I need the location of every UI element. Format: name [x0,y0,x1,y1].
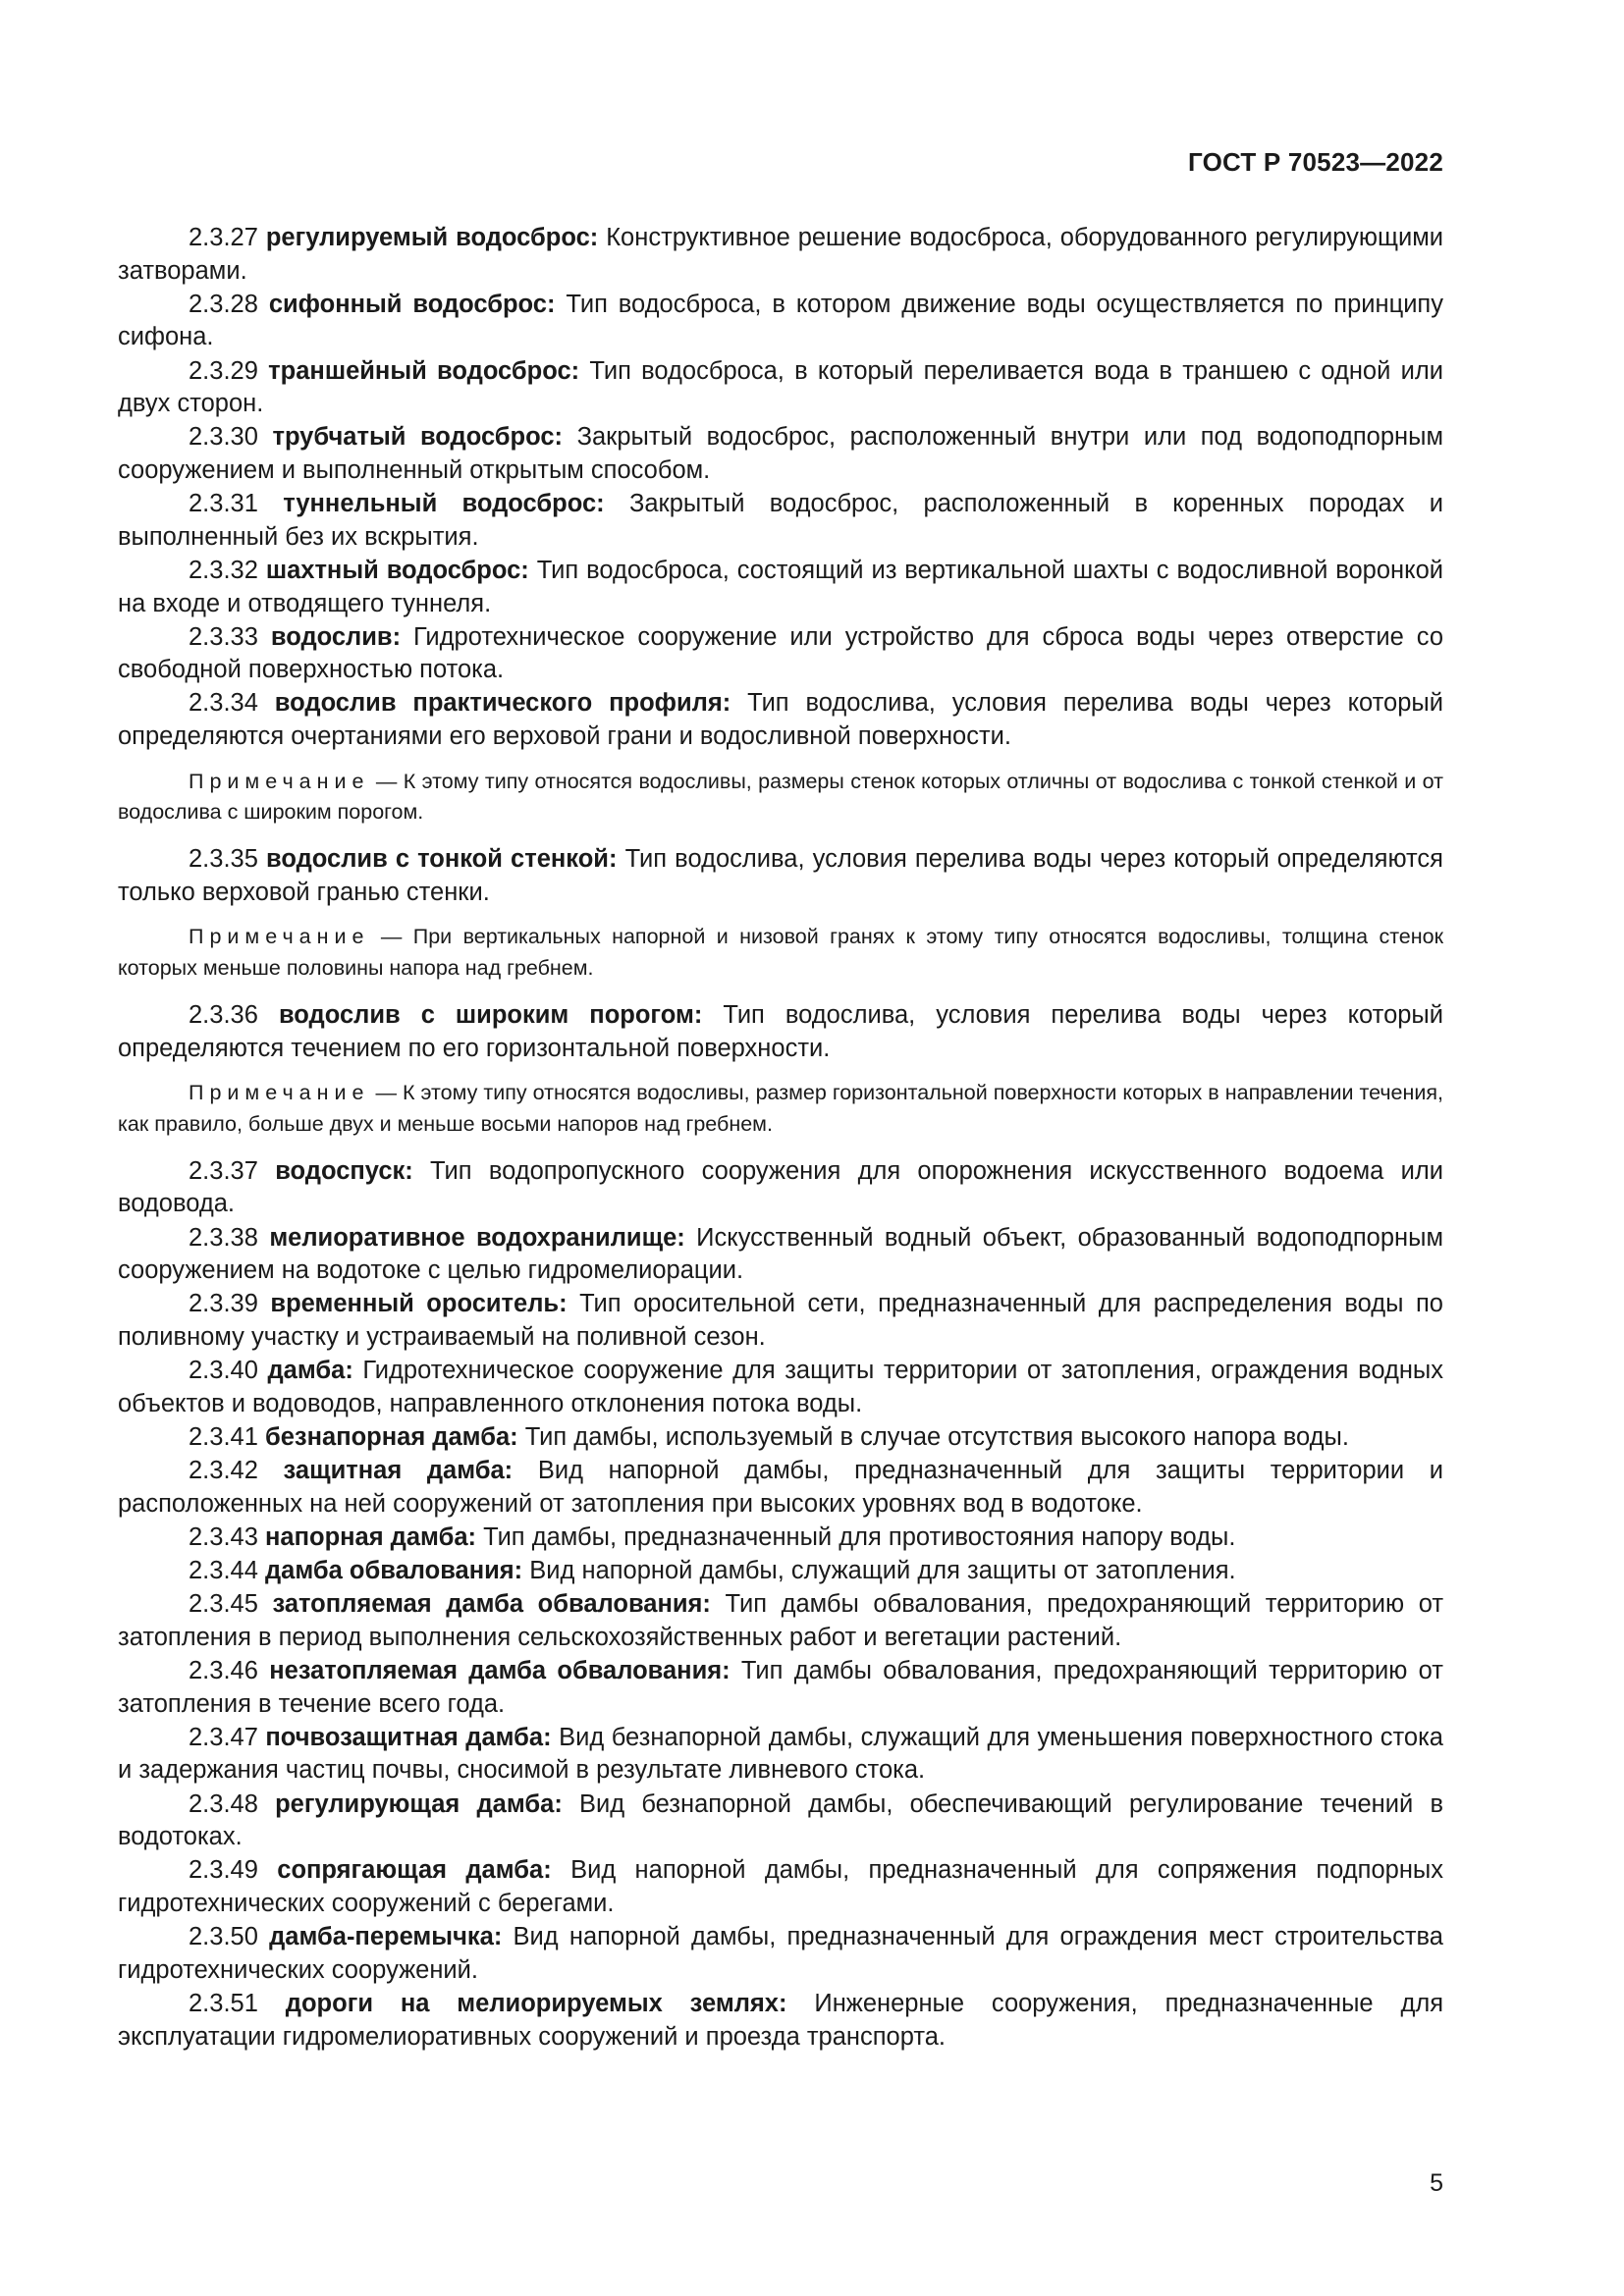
entry-term: водослив с широким порогом: [278,1001,703,1030]
entry-definition: Вид безнапорной дамбы, обеспечивающий регулирование течений в водотоках. [118,1789,1443,1851]
entry-definition: Тип дамбы обвалования, предохраняющий территорию от затопления в течение всего года. [118,1657,1443,1718]
entry-definition: Инженерные сооружения, предназначенные для эксплуатации гидромелиоративных сооружений и проезда транспорта. [118,1989,1444,2051]
entry-term: сифонный водосброс: [268,290,556,318]
term-definition-entry [118,555,1443,620]
entry-term: регулирующая дамба: [275,1789,563,1818]
term-definition-entry [118,1789,1443,1854]
entry-definition: Тип водопропускного сооружения для опорожнения искусственного водоема или водовода. [118,1156,1443,1218]
entry-number: 2.3.50 [189,1923,258,1951]
entry-definition: Вид напорной дамбы, предназначенный для защиты территории и расположенных на ней сооружений от затопления при высоких уровнях вод в водотоке. [118,1457,1444,1518]
term-definition-entry [118,1988,1443,2054]
term-definition-entry [118,421,1443,487]
entry-number: 2.3.45 [189,1590,258,1619]
term-definition-entry [118,843,1443,909]
entry-definition: Вид безнапорной дамбы, служащий для уменьшения поверхностного стока и задержания частиц почвы, сносимой в результате ливневого стока. [118,1723,1443,1785]
note-text: — К этому типу относятся водосливы, размер горизонтальной поверхности которых в направлении течения, как правило, больше двух и меньше восьми напоров над гребнем. [118,1081,1443,1137]
entry-definition: Тип дамбы, используемый в случае отсутствия высокого напора воды. [524,1422,1349,1451]
term-definition-entry [118,1288,1443,1354]
entry-number: 2.3.29 [189,356,258,385]
term-definition-entry [118,687,1443,753]
entry-term: водослив: [270,622,402,651]
term-definition-entry [118,222,1443,288]
entry-term: мелиоративное водохранилище: [269,1223,685,1252]
entry-definition: Закрытый водосброс, расположенный внутри или под водоподпорным сооружением и выполненный открытым способом. [118,423,1443,484]
entry-term: водослив практического профиля: [274,689,731,718]
entry-number: 2.3.46 [189,1657,258,1685]
entry-definition: Тип водослива, условия перелива воды через который определяются только верховой гранью стенки. [118,845,1443,906]
entry-number: 2.3.38 [189,1223,258,1252]
entry-definition: Вид напорной дамбы, служащий для защиты от затопления. [529,1557,1236,1585]
entry-number: 2.3.39 [189,1290,258,1318]
entry-number: 2.3.41 [189,1422,258,1451]
term-definition-entry [118,1421,1443,1455]
entry-term: туннельный водосброс: [283,490,605,518]
entry-term: безнапорная дамба: [265,1422,518,1451]
entry-definition: Вид напорной дамбы, предназначенный для сопряжения подпорных гидротехнических сооружений с берегами. [118,1856,1443,1917]
entry-term: защитная дамба: [283,1457,514,1485]
entry-term: водослив с тонкой стенкой: [266,845,618,874]
term-definition-entry [118,355,1443,421]
entry-number: 2.3.30 [189,423,258,452]
entry-number: 2.3.32 [189,556,258,584]
entry-definition: Тип дамбы обвалования, предохраняющий территорию от затопления в период выполнения сельскохозяйственных работ и вегетации растений. [118,1590,1444,1651]
entry-term: почвозащитная дамба: [265,1723,552,1751]
entry-definition: Тип водосброса, состоящий из вертикальной шахты с водосливной воронкой на входе и отводящего туннеля. [118,556,1444,617]
page-number: 5 [1430,2169,1443,2197]
entry-term: дамба: [267,1357,353,1385]
entry-number: 2.3.35 [189,845,258,874]
entry-definition: Вид напорной дамбы, предназначенный для ограждения мест строительства гидротехнических сооружений. [118,1923,1443,1984]
entry-definition: Гидротехническое сооружение или устройство для сброса воды через отверстие со свободной поверхностью потока. [118,622,1443,684]
entry-number: 2.3.28 [189,290,258,318]
note-text: — При вертикальных напорной и низовой гранях к этому типу относятся водосливы, толщина стенок которых меньше половины напора над гребнем. [118,925,1443,981]
entry-definition: Тип водосброса, в котором движение воды осуществляется по принципу сифона. [118,290,1443,351]
entry-term: напорная дамба: [265,1522,477,1551]
entry-definition: Искусственный водный объект, образованный водоподпорным сооружением на водотоке с целью гидромелиорации. [118,1223,1443,1285]
entry-number: 2.3.47 [189,1723,258,1751]
entry-number: 2.3.33 [189,622,258,651]
term-definition-entry [118,1921,1443,1987]
note [118,1078,1443,1141]
entry-number: 2.3.34 [189,689,258,718]
entry-number: 2.3.48 [189,1789,258,1818]
entry-definition: Закрытый водосброс, расположенный в коренных породах и выполненный без их вскрытия. [118,490,1443,551]
term-definition-entry [118,1222,1443,1288]
term-definition-entry [118,289,1443,354]
entry-number: 2.3.40 [189,1357,258,1385]
term-definition-entry [118,1588,1443,1654]
entry-number: 2.3.37 [189,1156,258,1185]
entry-definition: Тип дамбы, предназначенный для противостояния напору воды. [483,1522,1236,1551]
entry-term: дороги на мелиорируемых землях: [285,1989,787,2017]
entry-term: траншейный водосброс: [268,356,580,385]
note-label: Примечание [189,925,370,949]
entry-definition: Конструктивное решение водосброса, оборудованного регулирующими затворами. [118,224,1444,285]
entry-term: затопляемая дамба обвалования: [272,1590,711,1619]
entry-term: трубчатый водосброс: [272,423,564,452]
entry-term: шахтный водосброс: [265,556,529,584]
entry-term: дамба обвалования: [265,1557,523,1585]
term-definition-entry [118,1155,1443,1221]
entry-term: временный ороситель: [270,1290,568,1318]
entry-number: 2.3.36 [189,1001,258,1030]
document-body [118,222,1443,2055]
entry-term: сопрягающая дамба: [277,1856,552,1885]
note-label: Примечание [189,1081,370,1105]
entry-term: незатопляемая дамба обвалования: [269,1657,731,1685]
note [118,767,1443,829]
term-definition-entry [118,488,1443,554]
entry-number: 2.3.31 [189,490,258,518]
term-definition-entry [118,1854,1443,1920]
entry-definition: Тип оросительной сети, предназначенный для распределения воды по поливному участку и устраиваемый на поливной сезон. [118,1290,1443,1351]
term-definition-entry [118,621,1443,687]
entry-definition: Гидротехническое сооружение для защиты территории от затопления, ограждения водных объектов и водоводов, направленного отклонения потока воды. [118,1357,1443,1417]
term-definition-entry [118,999,1443,1065]
term-definition-entry [118,1355,1443,1420]
entry-number: 2.3.42 [189,1457,258,1485]
term-definition-entry [118,1555,1443,1588]
note [118,922,1443,985]
entry-term: водоспуск: [275,1156,413,1185]
note-text: — К этому типу относятся водосливы, размеры стенок которых отличны от водослива с тонкой стенкой и от водослива с широким порогом. [118,769,1443,825]
term-definition-entry [118,1522,1443,1555]
entry-definition: Тип водослива, условия перелива воды через который определяются течением по его горизонтальной поверхности. [118,1001,1444,1062]
entry-number: 2.3.44 [189,1557,258,1585]
entry-definition: Тип водосброса, в который переливается вода в траншею с одной или двух сторон. [118,356,1443,418]
term-definition-entry [118,1722,1443,1788]
entry-term: регулируемый водосброс: [265,224,599,251]
entry-number: 2.3.51 [189,1989,258,2017]
entry-number: 2.3.43 [189,1522,258,1551]
entry-definition: Тип водослива, условия перелива воды через который определяются очертаниями его верховой грани и водосливной поверхности. [118,689,1443,751]
entry-number: 2.3.49 [189,1856,258,1885]
note-label: Примечание [189,769,370,793]
term-definition-entry [118,1655,1443,1721]
term-definition-entry [118,1455,1443,1521]
document-header: ГОСТ Р 70523—2022 [1188,147,1443,177]
entry-number: 2.3.27 [189,224,258,251]
entry-term: дамба-перемычка: [269,1923,503,1951]
